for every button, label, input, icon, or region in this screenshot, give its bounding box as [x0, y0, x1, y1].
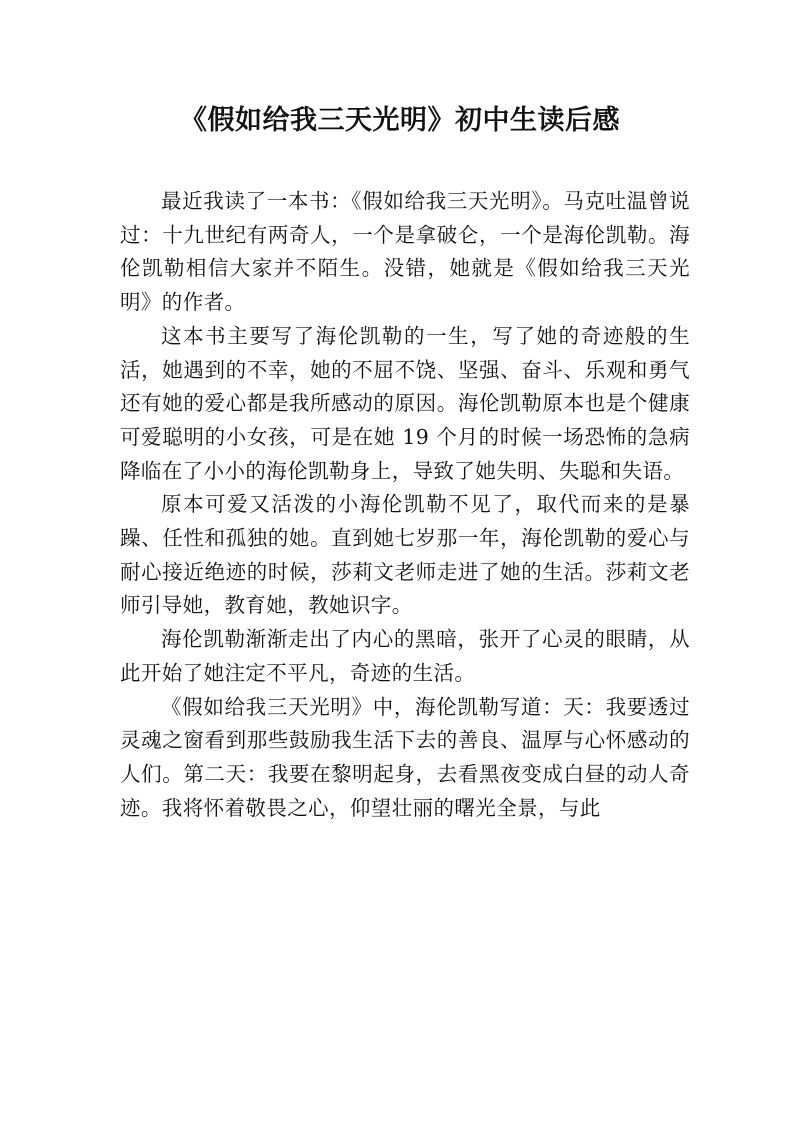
document-body	[120, 185, 690, 825]
paragraph-1: 最近我读了一本书：《假如给我三天光明》。马克吐温曾说过：十九世纪有两奇人，一个是拿破仑，一个是海伦凯勒。海伦凯勒相信大家并不陌生。没错，她就是《假如给我三天光明》的作者。	[120, 189, 690, 315]
paragraph-3: 原本可爱又活泼的小海伦凯勒不见了，取代而来的是暴躁、任性和孤独的她。直到她七岁那一年，海伦凯勒的爱心与耐心接近绝迹的时候，莎莉文老师走进了她的生活。莎莉文老师引导她，教育她，教她识字。	[120, 492, 690, 618]
paragraph-5: 《假如给我三天光明》中，海伦凯勒写道：天：我要透过灵魂之窗看到那些鼓励我生活下去的善良、温厚与心怀感动的人们。第二天：我要在黎明起身，去看黑夜变成白昼的动人奇迹。我将怀着敬畏之心，仰望壮丽的曙光全景，与此	[120, 694, 690, 820]
document-title: 《假如给我三天光明》初中生读后感	[180, 105, 620, 136]
paragraph-2: 这本书主要写了海伦凯勒的一生，写了她的奇迹般的生活，她遇到的不幸，她的不屈不饶、坚强、奋斗、乐观和勇气还有她的爱心都是我所感动的原因。海伦凯勒原本也是个健康可爱聪明的小女孩，可是在她 19 个月的时候一场恐怖的急病降临在了小小的海伦凯勒身上，导致了她失明、失聪和失语。	[120, 323, 690, 483]
paragraph-4: 海伦凯勒渐渐走出了内心的黑暗，张开了心灵的眼睛，从此开始了她注定不平凡，奇迹的生活。	[120, 627, 690, 685]
